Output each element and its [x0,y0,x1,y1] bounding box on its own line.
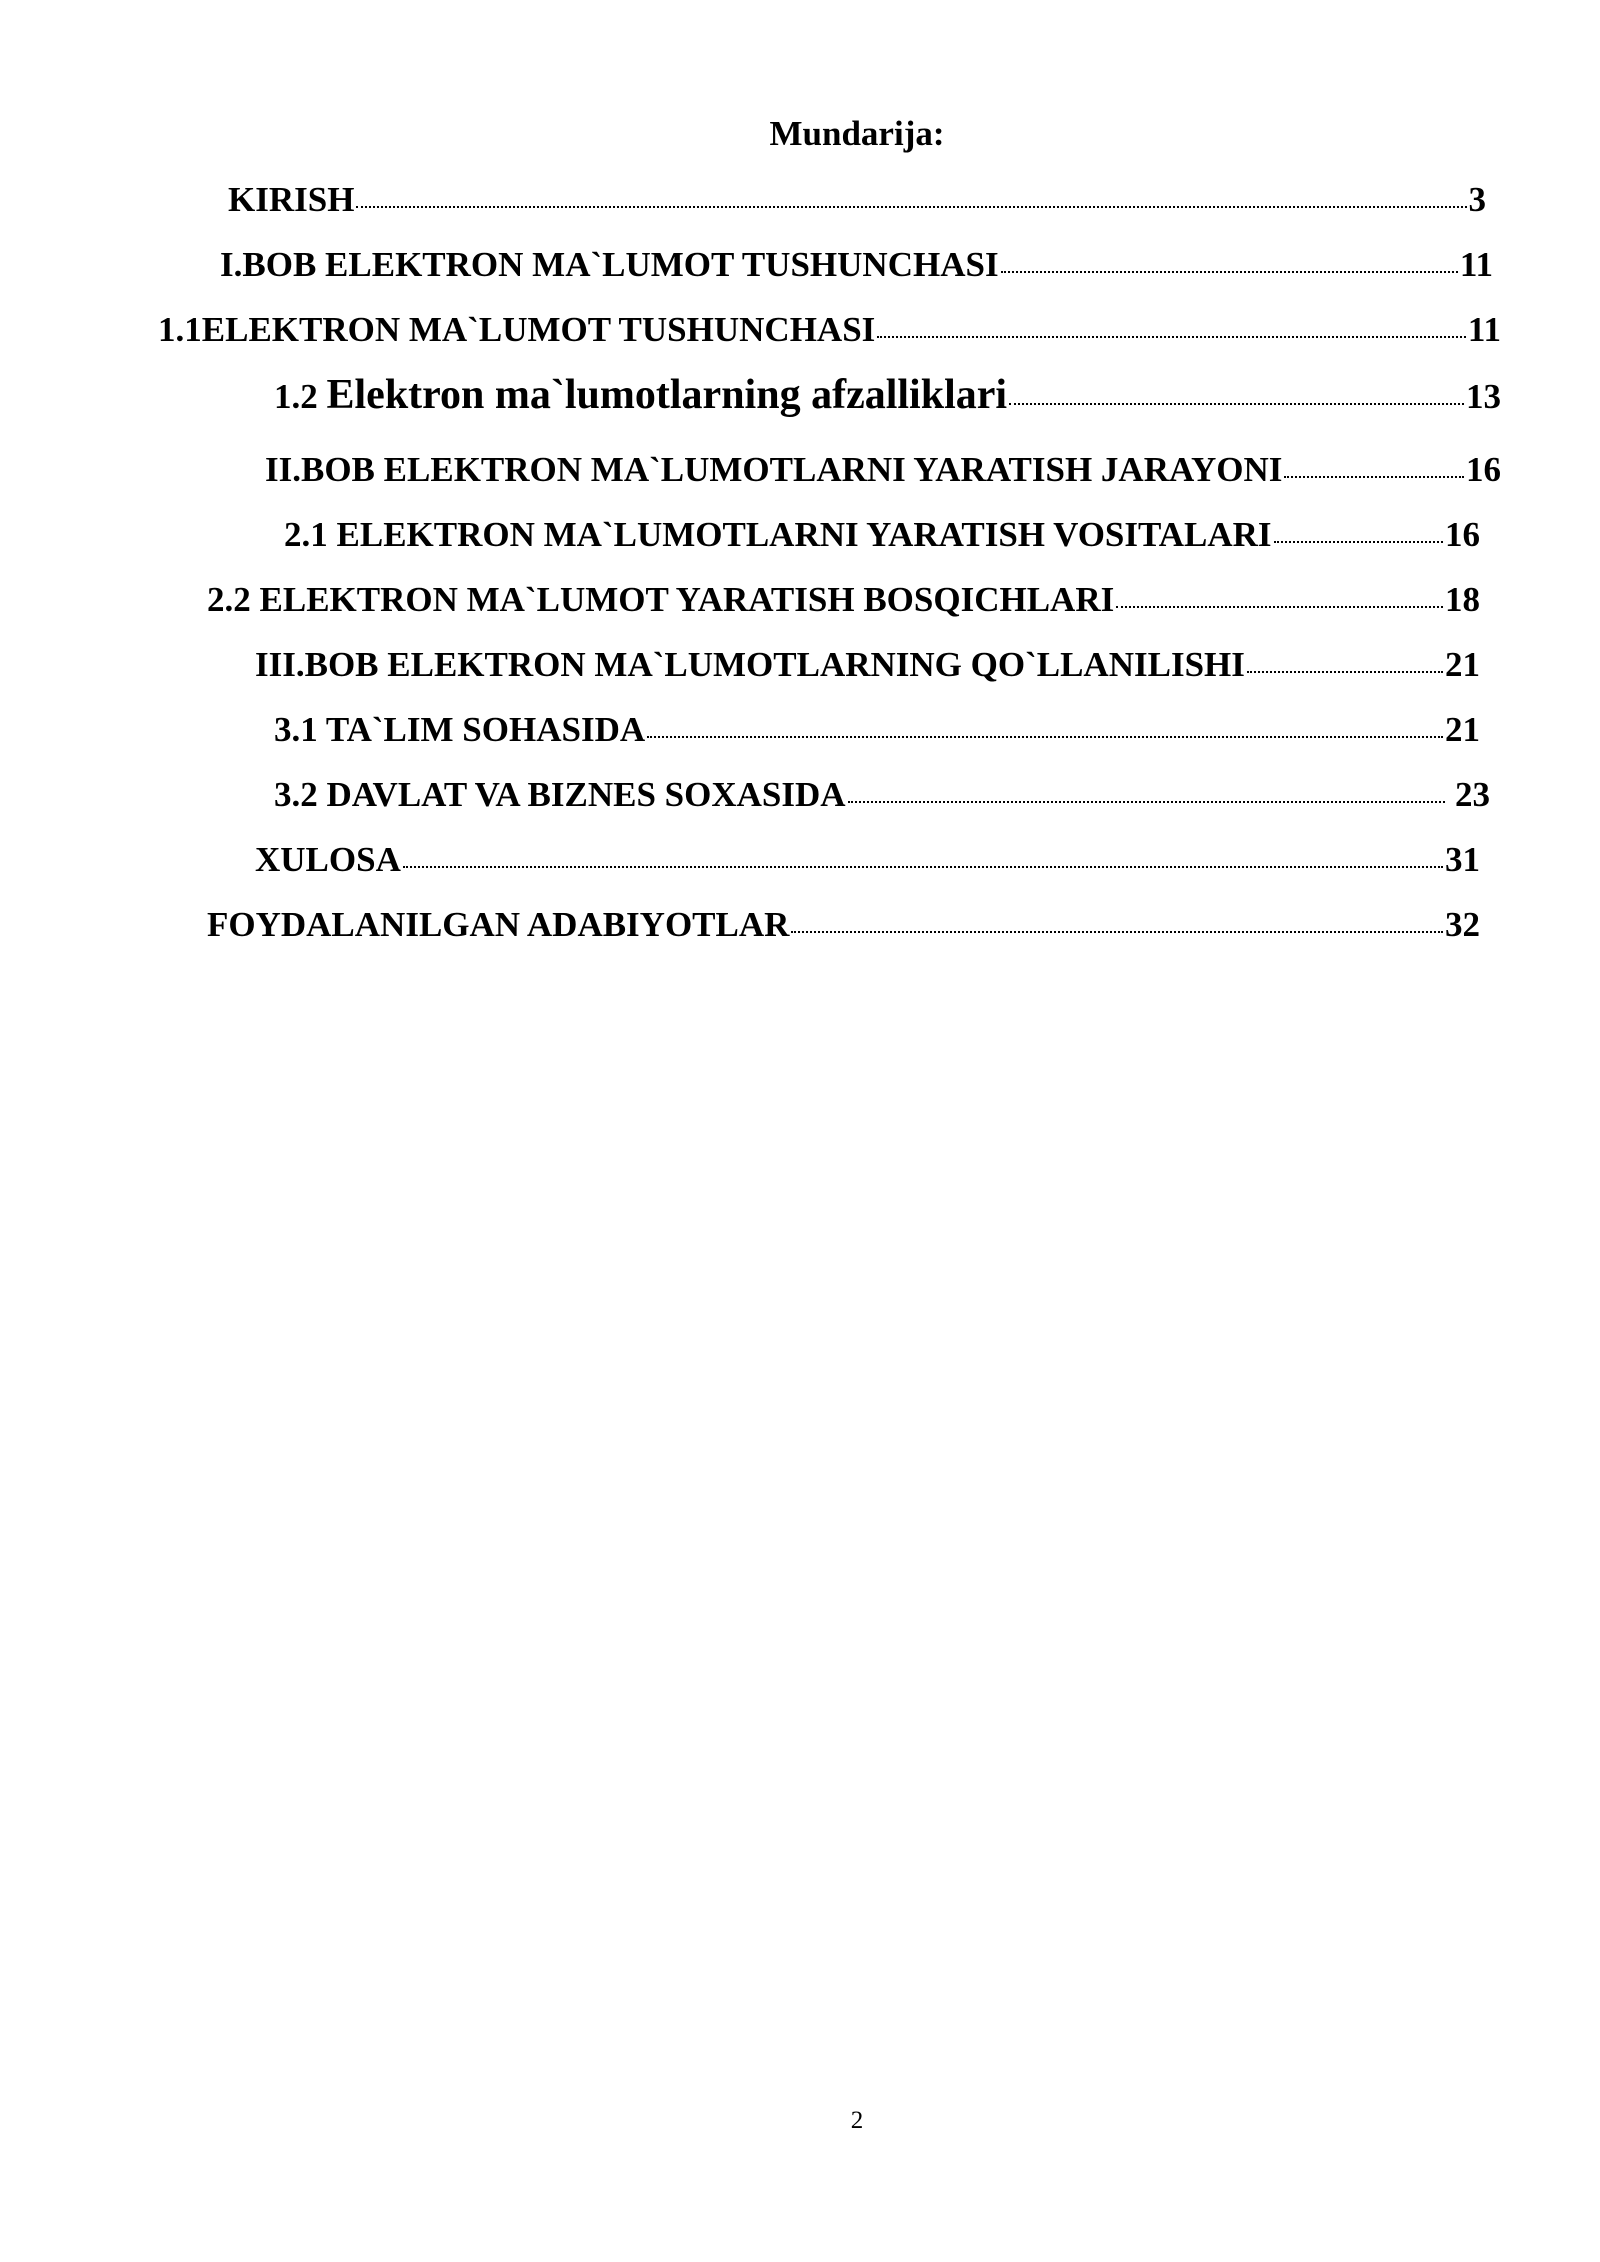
toc-entry-page: 11 [1459,245,1493,284]
toc-entry-section-1-2[interactable] [274,372,1501,418]
toc-dot-leader [356,206,1466,208]
toc-entry-label: XULOSA [255,840,401,879]
toc-entry-page: 13 [1466,377,1501,416]
toc-entry-page: 11 [1467,310,1501,349]
toc-dot-leader [1247,671,1443,673]
toc-entry-label: I.BOB ELEKTRON MA`LUMOT TUSHUNCHASI [220,245,999,284]
toc-entry-label: Elektron ma`lumotlarning afzalliklari [326,372,1008,418]
toc-dot-leader [647,736,1443,738]
toc-entry-chapter-3[interactable] [255,645,1480,685]
toc-entry-label: 1.1ELEKTRON MA`LUMOT TUSHUNCHASI [158,310,876,349]
toc-entry-label: 3.2 DAVLAT VA BIZNES SOXASIDA [274,775,846,814]
toc-entry-label: II.BOB ELEKTRON MA`LUMOTLARNI YARATISH JARAYONI [265,450,1283,489]
toc-entry-chapter-1[interactable] [220,245,1493,285]
toc-dot-leader [791,931,1443,933]
toc-dot-leader [1116,606,1443,608]
toc-dot-leader [1001,271,1458,273]
toc-entry-label: 2.2 ELEKTRON MA`LUMOT YARATISH BOSQICHLARI [207,580,1115,619]
toc-entry-section-1-1[interactable] [158,310,1501,350]
toc-dot-leader [1284,476,1464,478]
toc-entry-kirish[interactable] [228,180,1486,220]
toc-entry-page: 31 [1445,840,1480,879]
toc-entry-label: FOYDALANILGAN ADABIYOTLAR [207,905,790,944]
toc-entry-label-number: 1.2 [274,377,327,416]
toc-entry-label: 3.1 TA`LIM SOHASIDA [274,710,646,749]
toc-entry-section-3-1[interactable] [274,710,1480,750]
footer-page-number: 2 [850,2107,864,2134]
toc-entry-page: 32 [1445,905,1480,944]
toc-entry-page: 3 [1468,180,1486,219]
toc-dot-leader [1274,541,1443,543]
toc-entry-page: 23 [1455,775,1490,814]
toc-entry-section-3-2[interactable] [274,775,1490,815]
toc-entry-references[interactable] [207,905,1480,945]
toc-entry-label: 2.1 ELEKTRON MA`LUMOTLARNI YARATISH VOSITALARI [284,515,1272,554]
toc-entry-page: 18 [1445,580,1480,619]
toc-entry-page: 16 [1445,515,1480,554]
toc-dot-leader [877,336,1466,338]
toc-entry-xulosa[interactable] [255,840,1480,880]
toc-title: Mundarija: [769,114,945,153]
toc-dot-leader [403,866,1443,868]
toc-entry-page: 21 [1445,645,1480,684]
toc-entry-label: III.BOB ELEKTRON MA`LUMOTLARNING QO`LLANILISHI [255,645,1245,684]
toc-entry-chapter-2[interactable] [265,450,1501,490]
toc-dot-leader [848,801,1445,803]
toc-entry-section-2-2[interactable] [207,580,1480,620]
toc-entry-page: 21 [1445,710,1480,749]
toc-entry-section-2-1[interactable] [284,515,1480,555]
toc-entry-page: 16 [1466,450,1501,489]
toc-dot-leader [1009,403,1464,405]
toc-entry-label: KIRISH [228,180,355,219]
